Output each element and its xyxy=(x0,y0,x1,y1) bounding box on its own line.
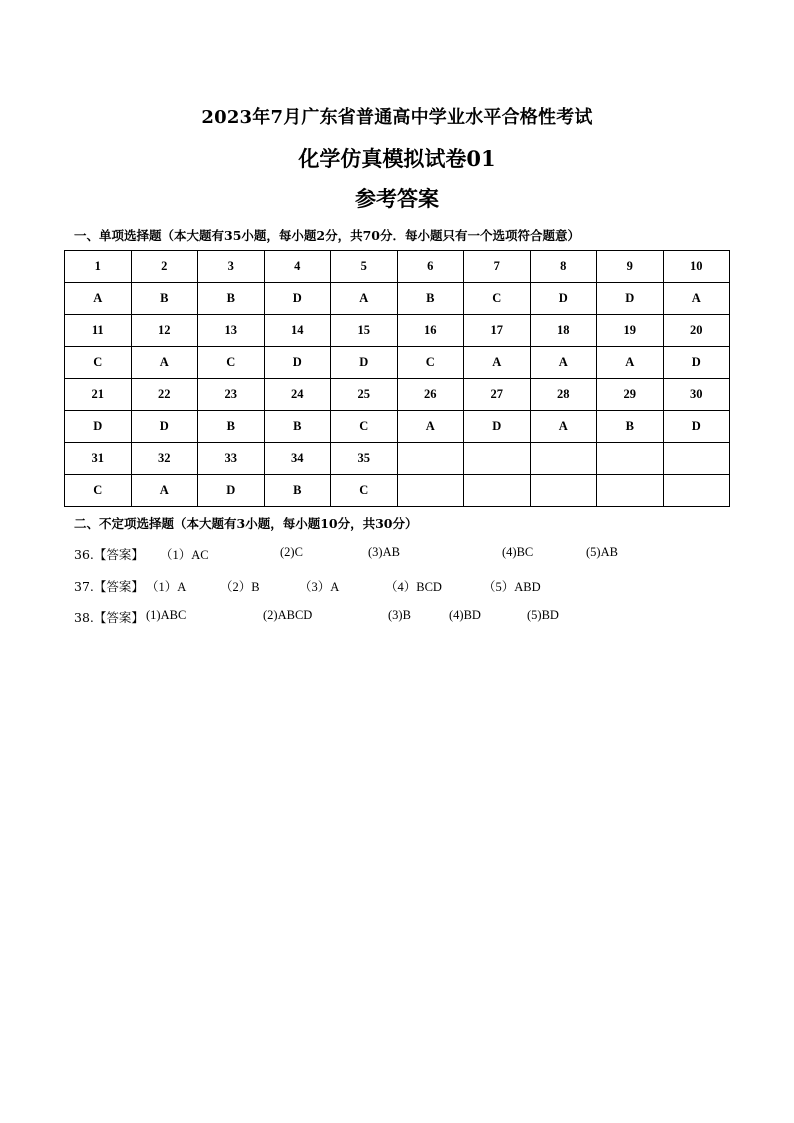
answer-cell: A xyxy=(530,411,597,443)
answer-key-title: 参考答案 xyxy=(355,186,439,211)
answer-36-part-3: (3)AB xyxy=(368,545,400,559)
answer-cell: C xyxy=(397,347,464,379)
question-number-cell xyxy=(464,443,531,475)
answer-row xyxy=(65,475,730,507)
answer-36-part-1: （1）AC xyxy=(160,548,209,562)
section1-heading: 一、单项选择题（本大题有35小题，每小题2分，共70分．每小题只有一个选项符合题意） xyxy=(74,228,580,243)
answer-cell: D xyxy=(65,411,132,443)
answer-37-part-4: （4）BCD xyxy=(385,580,442,594)
answer-cell: A xyxy=(131,347,198,379)
question-number-cell: 35 xyxy=(331,443,398,475)
answer-cell xyxy=(663,475,730,507)
question-number-cell: 29 xyxy=(597,379,664,411)
question-number-cell: 10 xyxy=(663,251,730,283)
answer-38-part-5: (5)BD xyxy=(527,608,559,622)
question-number-cell: 18 xyxy=(530,315,597,347)
question-number-cell xyxy=(663,443,730,475)
answer-cell: A xyxy=(464,347,531,379)
answer-cell: D xyxy=(264,347,331,379)
question-number-cell: 1 xyxy=(65,251,132,283)
question-number-cell: 21 xyxy=(65,379,132,411)
question-number-cell: 14 xyxy=(264,315,331,347)
question-number-cell: 24 xyxy=(264,379,331,411)
answer-cell xyxy=(530,475,597,507)
question-number-cell: 9 xyxy=(597,251,664,283)
answer-37-label: 37.【答案】 xyxy=(74,579,144,594)
question-number-cell: 16 xyxy=(397,315,464,347)
answer-37-part-5: （5）ABD xyxy=(483,580,541,594)
answer-row xyxy=(65,347,730,379)
question-number-cell: 4 xyxy=(264,251,331,283)
answer-cell: D xyxy=(331,347,398,379)
question-number-cell: 2 xyxy=(131,251,198,283)
question-number-cell: 28 xyxy=(530,379,597,411)
exam-title: 2023年7月广东省普通高中学业水平合格性考试 xyxy=(201,107,593,128)
section2-heading: 二、不定项选择题（本大题有3小题，每小题10分，共30分） xyxy=(74,516,418,531)
question-number-row xyxy=(65,251,730,283)
answer-cell: D xyxy=(530,283,597,315)
answer-36-part-2: (2)C xyxy=(280,545,303,559)
answer-38-part-4: (4)BD xyxy=(449,608,481,622)
question-number-row xyxy=(65,315,730,347)
question-number-cell: 31 xyxy=(65,443,132,475)
question-number-cell: 13 xyxy=(198,315,265,347)
question-number-cell: 8 xyxy=(530,251,597,283)
question-number-cell: 15 xyxy=(331,315,398,347)
question-number-cell: 6 xyxy=(397,251,464,283)
answer-cell: D xyxy=(198,475,265,507)
answer-row xyxy=(65,283,730,315)
answer-38-part-2: (2)ABCD xyxy=(263,608,313,622)
answer-37-part-3: （3）A xyxy=(299,580,340,594)
answer-row xyxy=(65,411,730,443)
answer-cell: D xyxy=(464,411,531,443)
answer-cell: B xyxy=(198,283,265,315)
answer-cell xyxy=(597,475,664,507)
answer-37-part-1: （1）A xyxy=(146,580,187,594)
question-number-cell: 7 xyxy=(464,251,531,283)
question-number-row xyxy=(65,443,730,475)
answer-cell: C xyxy=(198,347,265,379)
answer-table xyxy=(64,250,730,507)
question-number-cell: 33 xyxy=(198,443,265,475)
question-number-cell xyxy=(397,443,464,475)
answer-cell: A xyxy=(530,347,597,379)
question-number-cell: 26 xyxy=(397,379,464,411)
answer-cell: C xyxy=(331,475,398,507)
answer-38-part-1: (1)ABC xyxy=(146,608,187,622)
answer-36-label: 36.【答案】 xyxy=(74,547,144,562)
answer-cell xyxy=(397,475,464,507)
answer-cell: A xyxy=(65,283,132,315)
question-number-cell: 3 xyxy=(198,251,265,283)
answer-cell: D xyxy=(597,283,664,315)
answer-cell: A xyxy=(331,283,398,315)
answer-cell: D xyxy=(663,411,730,443)
question-number-cell xyxy=(597,443,664,475)
question-number-cell: 17 xyxy=(464,315,531,347)
answer-cell: C xyxy=(65,347,132,379)
answer-cell: A xyxy=(397,411,464,443)
answer-cell: A xyxy=(597,347,664,379)
question-number-row xyxy=(65,379,730,411)
answer-cell: B xyxy=(264,411,331,443)
answer-cell: B xyxy=(131,283,198,315)
question-number-cell: 34 xyxy=(264,443,331,475)
answer-cell: C xyxy=(464,283,531,315)
question-number-cell: 11 xyxy=(65,315,132,347)
answer-cell: A xyxy=(131,475,198,507)
question-number-cell: 25 xyxy=(331,379,398,411)
question-number-cell: 19 xyxy=(597,315,664,347)
answer-38-part-3: (3)B xyxy=(388,608,411,622)
answer-cell: D xyxy=(131,411,198,443)
answer-cell: C xyxy=(65,475,132,507)
answer-38-label: 38.【答案】 xyxy=(74,610,144,625)
answer-cell: D xyxy=(663,347,730,379)
question-number-cell: 23 xyxy=(198,379,265,411)
paper-title: 化学仿真模拟试卷01 xyxy=(298,146,496,171)
answer-cell: B xyxy=(397,283,464,315)
answer-cell: A xyxy=(663,283,730,315)
question-number-cell: 20 xyxy=(663,315,730,347)
answer-36-part-4: (4)BC xyxy=(502,545,534,559)
question-number-cell: 27 xyxy=(464,379,531,411)
question-number-cell xyxy=(530,443,597,475)
question-number-cell: 5 xyxy=(331,251,398,283)
answer-cell: B xyxy=(597,411,664,443)
question-number-cell: 22 xyxy=(131,379,198,411)
question-number-cell: 32 xyxy=(131,443,198,475)
question-number-cell: 30 xyxy=(663,379,730,411)
question-number-cell: 12 xyxy=(131,315,198,347)
answer-37-part-2: （2）B xyxy=(220,580,260,594)
answer-36-part-5: (5)AB xyxy=(586,545,618,559)
answer-cell: C xyxy=(331,411,398,443)
answer-cell xyxy=(464,475,531,507)
answer-cell: B xyxy=(264,475,331,507)
answer-cell: B xyxy=(198,411,265,443)
answer-cell: D xyxy=(264,283,331,315)
